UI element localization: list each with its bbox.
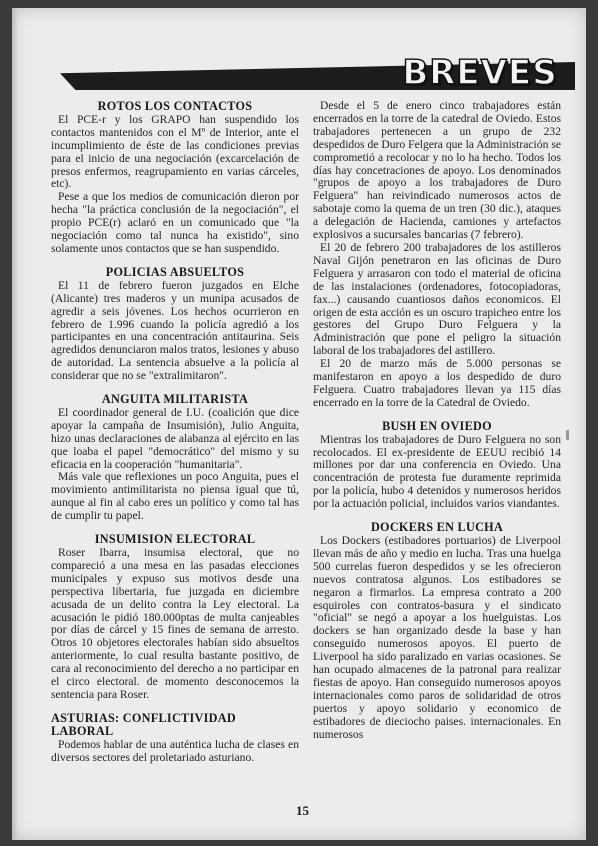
section-title: BREVES <box>402 53 558 93</box>
article-title-asturias: ASTURIAS: CONFLICTIVIDAD LABORAL <box>51 710 236 738</box>
article-title-rotos: ROTOS LOS CONTACTOS <box>97 100 253 113</box>
article-paragraph: Roser Ibarra, insumisa electoral, que no compareció a una mesa en las pasadas elecciones municipales y expuso sus motivos desde una perspectiva libertaria, fue juzgada en diciembre acusada de un delito contra la Ley electoral. La acusación le pidió 180.000ptas de multa canjeables por días de cárcel y 15 fines de semana de arresto. Otros 10 objetores electorales habían sido absueltos anteriormente, lo cual resulta bastante positivo, de cara al reconocimiento del derecho a no participar en el circo electoral. de momento desconocemos la sentencia para Roser. <box>51 546 299 701</box>
article-paragraph: Pese a que los medios de comunicación dieron por hecha "la práctica conclusión de la negociación", el propio PCE(r) aclaró en un comunicado que "la negociación como tal nunca ha existido", sino solamente unos contactos que se han suspendido. <box>51 190 299 255</box>
staple-mark <box>566 430 569 440</box>
page-binding-edge <box>12 8 18 840</box>
article-paragraph: Podemos hablar de una auténtica lucha de clases en diversos sectores del proletariado asturiano. <box>51 737 299 764</box>
article-paragraph: El PCE-r y los GRAPO han suspendido los contactos mantenidos con el Mº de Interior, ante el incumplimiento de éste de las condiciones previas para el inicio de una negociación (excarcelación de presos enfermos, reagrupamiento en varias cárceles, etc). <box>51 112 299 191</box>
article-paragraph: Desde el 5 de enero cinco trabajadores están encerrados en la torre de la catedral de Oviedo. Estos trabajadores pertenecen a un grupo de 232 despedidos de Duro Felgera que la Administración se comprometió a recolocar y no lo ha hecho. Todos los días hay concetraciones de apoyo. Los denominados "grupos de apoyo a los trabajadores de Duro Felguera" han reivindicado numerosos actos de sabotaje como la quema de un tren (30 dic.), ataques a delegación de Hacienda, camiones y artefactos explosivos a sucursales bancarias (7 febrero). <box>313 100 561 242</box>
article-paragraph: El coordinador general de I.U. (coalición que dice apoyar la campaña de Insumisión), Julio Anguita, hizo unas declaraciones de alabanza al ejército en las que loaba el papel "democrático" del mismo y su eficacia en la cooperación "humanitaria". <box>51 405 299 471</box>
article-paragraph: Los Dockers (estibadores portuarios) de Liverpool llevan más de año y medio en lucha. Tras una huelga 500 currelas fueron despedidos y se les ofrecieron nuevos contratosa algunos. Los estibadores se negaron a firmarlos. La empresa contrato a 200 esquiroles con contratos-basura y el sindicato "oficial" se negó a apoyar a los huelguistas. Los dockers se han organizado desde la base y han conseguido numerosos apoyos. El puerto de Liverpool ha sido paralizado en varias ocasiones. Se han ocupado almacenes de la patronal para realizar fiestas de apoyo. Han conseguido numerosos apoyos internacionales como paros de solidaridad de otros puertos y apoyo solidario y economico de estibadores de dieciocho paises. internacionales. En numerosos <box>313 534 561 741</box>
article-paragraph: El 11 de febrero fueron juzgados en Elche (Alicante) tres maderos y un munipa acusados de agredir a seis jóvenes. Los hechos ocurrieron en febrero de 1.996 cuando la policía agredió a los participantes en una concentración antitaurina. Seis agredidos denunciaron malos tratos, lesiones y abuso de autoridad. La sentencia absuelve a la policía al considerar que no se "extralimitaron". <box>51 278 299 383</box>
article-paragraph: El 20 de febrero 200 trabajadores de los astilleros Naval Gijón penetraron en las oficinas de Duro Felguera y arrasaron con todo el material de oficina de las instalaciones (ordenadores, fotocopiadoras, fax...) causando cuantiosos daños economicos. El origen de esta acción es un oscuro trapicheo entre los gestores del Grupo Duro Felguera y la Administración que pone el peligro la situación laboral de los trabajadores del astillero. <box>313 240 561 358</box>
article-paragraph: El 20 de marzo más de 5.000 personas se manifestaron en apoyo a los despedido de duro Felguera. Cuatro trabajadores llevan ya 115 días encerrado en la torre de la Catedral de Oviedo. <box>313 357 561 409</box>
article-title-bush: BUSH EN OVIEDO <box>382 418 492 433</box>
article-title-insumision: INSUMISION ELECTORAL <box>94 532 256 547</box>
left-column <box>51 100 299 808</box>
article-title-dockers: DOCKERS EN LUCHA <box>370 520 504 535</box>
article-title-anguita: ANGUITA MILITARISTA <box>101 392 249 407</box>
page-number: 15 <box>296 803 309 818</box>
article-title-policias: POLICIAS ABSUELTOS <box>105 264 245 279</box>
article-paragraph: Mientras los trabajadores de Duro Felguera no son recolocados. El ex-presidente de EEUU recibió 14 millones por dar una conferencia en Oviedo. Una concentración de protesta fue duramente reprimida por la policía, hubo 4 detenidos y numerosos heridos por la actuación policial, incluidos varios viandantes. <box>313 432 561 511</box>
right-column <box>313 100 561 808</box>
article-paragraph: Más vale que reflexiones un poco Anguita, pues el movimiento antimilitarista no piensa igual que tú, aunque al fin al cabo eres un político y como tal has de cumplir tu papel. <box>51 470 299 523</box>
